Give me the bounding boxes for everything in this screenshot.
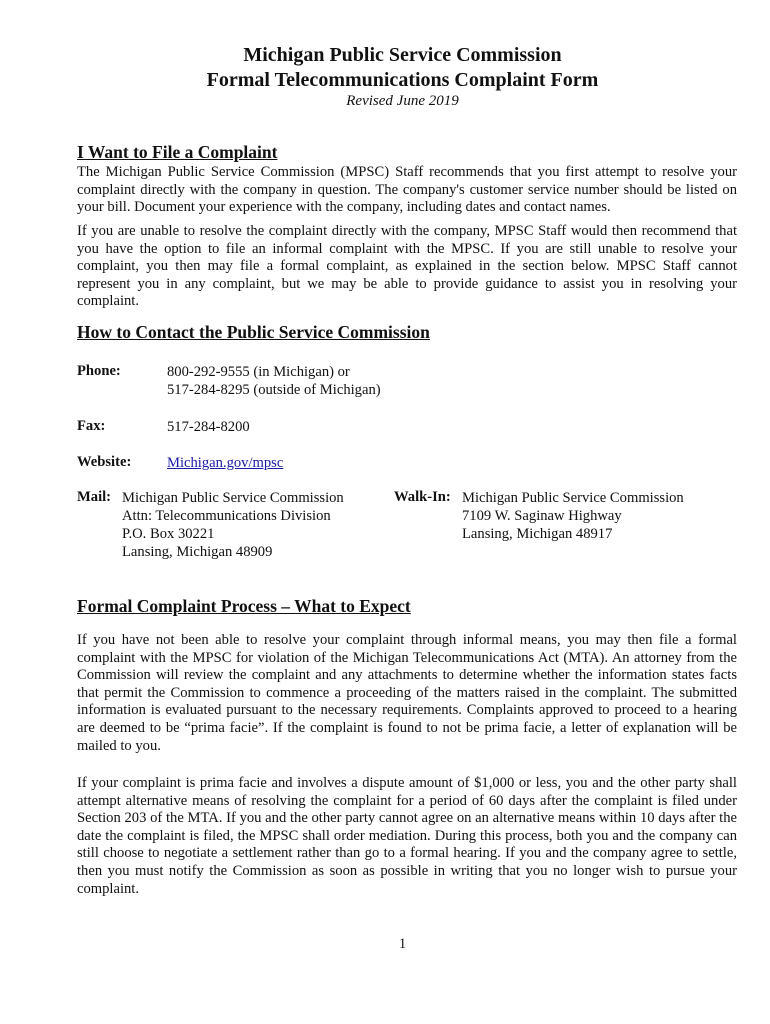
fax-number: 517-284-8200 bbox=[167, 419, 250, 435]
phone-outside: 517-284-8295 (outside of Michigan) bbox=[167, 382, 381, 398]
document-subtitle: Formal Telecommunications Complaint Form bbox=[206, 69, 599, 91]
mail-address bbox=[122, 489, 344, 561]
walkin-address bbox=[462, 489, 684, 543]
paragraph-attempt-resolve: The Michigan Public Service Commission (MPSC) Staff recommends that you first attempt to resolve your complaint directly with the company in question. The company's customer service number should be listed on your bill. Document your experience with the company, including dates and contact names. bbox=[77, 164, 737, 216]
fax-label: Fax: bbox=[77, 418, 106, 434]
heading-file-complaint: I Want to File a Complaint bbox=[77, 142, 278, 162]
paragraph-informal-complaint: If you are unable to resolve the complaint directly with the company, MPSC Staff would then recommend that you have the option to file an informal complaint with the MPSC. If you are still unable to resolve your complaint, you then may file a formal complaint, as explained in the section below. MPSC Staff cannot represent you in any complaint, but we may be able to provide guidance to assist you in resolving your complaint. bbox=[77, 223, 737, 310]
page-number: 1 bbox=[398, 936, 407, 952]
walkin-label: Walk-In: bbox=[394, 489, 451, 505]
mail-address-line: Michigan Public Service Commission bbox=[122, 490, 344, 506]
phone-michigan: 800-292-9555 (in Michigan) or bbox=[167, 364, 350, 380]
phone-label: Phone: bbox=[77, 363, 121, 379]
mail-label: Mail: bbox=[77, 489, 112, 505]
mail-address-line: Lansing, Michigan 48909 bbox=[122, 544, 273, 560]
website-link[interactable]: Michigan.gov/mpsc bbox=[167, 455, 284, 471]
heading-formal-process: Formal Complaint Process – What to Expect bbox=[77, 596, 411, 616]
walkin-address-line: Michigan Public Service Commission bbox=[462, 490, 684, 506]
website-label: Website: bbox=[77, 454, 132, 470]
document-title: Michigan Public Service Commission bbox=[243, 44, 562, 66]
mail-address-line: P.O. Box 30221 bbox=[122, 526, 215, 542]
heading-contact: How to Contact the Public Service Commission bbox=[77, 322, 430, 342]
paragraph-formal-complaint: If you have not been able to resolve your complaint through informal means, you may then file a formal complaint with the MPSC for violation of the Michigan Telecommunications Act (MTA). An attorney from the Commission will review the complaint and any attachments to determine whether the information states facts that permit the Commission to commence a proceeding of the matters raised in the complaint. The submitted information is evaluated pursuant to the necessary requirements. Complaints approved to proceed to a hearing are deemed to be “prima facie”. If the complaint is found to not be prima facie, a letter of explanation will be mailed to you. bbox=[77, 632, 737, 754]
mail-address-line: Attn: Telecommunications Division bbox=[122, 508, 331, 524]
walkin-address-line: Lansing, Michigan 48917 bbox=[462, 526, 613, 542]
revision-date: Revised June 2019 bbox=[346, 93, 459, 109]
paragraph-prima-facie: If your complaint is prima facie and involves a dispute amount of $1,000 or less, you and the other party shall attempt alternative means of resolving the complaint for a period of 60 days after the complaint is filed under Section 203 of the MTA. If you and the other party cannot agree on an alternative means within 10 days after the date the complaint is filed, the MPSC shall order mediation. During this process, both you and the company can still choose to negotiate a settlement rather than go to a formal hearing. If you and the company agree to settle, then you must notify the Commission as soon as possible in writing that you no longer wish to pursue your complaint. bbox=[77, 775, 737, 897]
walkin-address-line: 7109 W. Saginaw Highway bbox=[462, 508, 622, 524]
